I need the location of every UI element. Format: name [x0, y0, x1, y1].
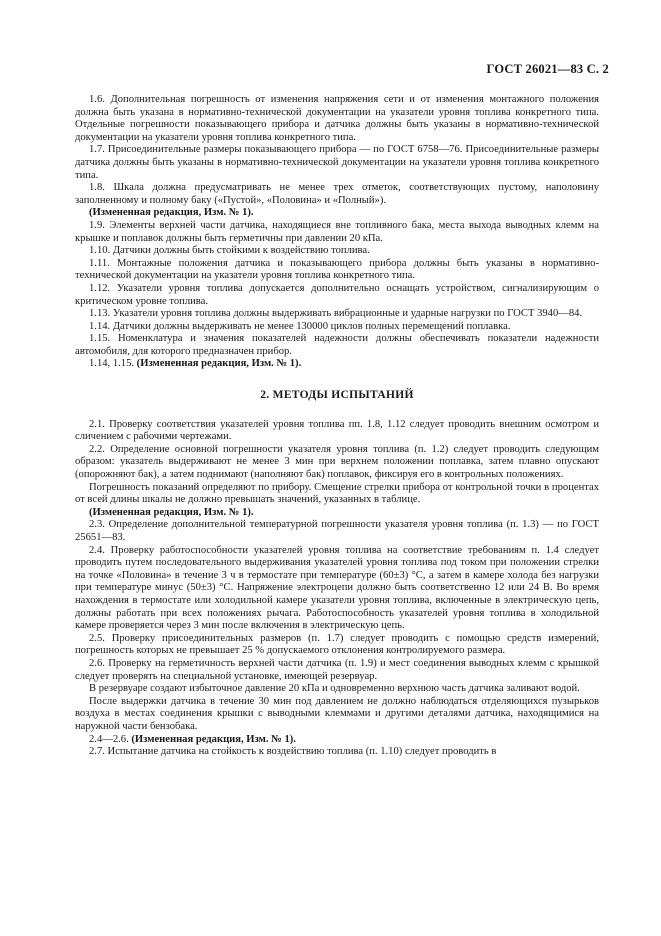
paragraph-text: В резервуаре создают избыточное давление 20 кПа и одновременно верхнюю часть датчика заливают водой. [89, 683, 580, 695]
paragraph [75, 419, 599, 444]
paragraph [75, 207, 599, 220]
paragraph-text: 1.14. Датчики должны выдерживать не менее 130000 циклов полных перемещений поплавка. [89, 320, 511, 332]
paragraph [75, 519, 599, 544]
paragraph [75, 182, 599, 207]
paragraph-text: 1.10. Датчики должны быть стойкими к воздействию топлива. [89, 245, 370, 257]
section-title: 2. МЕТОДЫ ИСПЫТАНИЙ [260, 389, 414, 402]
paragraph-text: После выдержки датчика в течение 30 мин под давлением не должно наблюдаться отделяющихся пузырьков воздуха в местах соединения крышки с выводными клеммами и другими деталями датчика, находящимися на наружной части бензобака. [75, 695, 599, 732]
paragraph [75, 482, 599, 507]
paragraph [75, 245, 599, 258]
paragraph [75, 283, 599, 308]
paragraph [75, 94, 599, 144]
paragraph-text: 2.2. Определение основной погрешности указателя уровня топлива (п. 1.2) следует проводить следующим образом: указатель выдерживают не менее 3 мин при верхнем положении поплавка, затем плавно опускают (опорожняют бак), а затем поднимают (наполняют бак) поплавок, фиксируя его в контрольных положениях. [75, 443, 599, 481]
paragraph [75, 696, 599, 734]
paragraph-text: 1.14, 1.15. [89, 358, 137, 370]
paragraph-text: 1.12. Указатели уровня топлива допускается дополнительно оснащать устройством, сигнализирующим о критическом уровне топлива. [75, 282, 599, 307]
paragraph [75, 734, 599, 747]
section-2-paragraphs [75, 419, 599, 759]
paragraph [75, 746, 599, 759]
amendment-note: (Измененная редакция, Изм. № 1). [89, 207, 254, 219]
paragraph-text: 2.1. Проверку соответствия указателей уровня топлива пп. 1.8, 1.12 следует проводить внешним осмотром и сличением с рабочими чертежами. [75, 418, 599, 443]
paragraph-text: 2.4. Проверку работоспособности указателей уровня топлива на соответствие требованиям п. 1.4 следует проводить путем последовательного выдерживания указателей уровня топлива под током при положении стрелки на точке «Половина» в течение 3 ч в термостате при температуре (60±3) °С, а затем в камере холода без нагрузки при температуре минус (50±3) °С. Напряжение электроцепи должно быть соответственно 12 или 24 В. Во время нахождения в термостате или холодильной камере указатели уровня топлива, включенные в электрическую цепь, должны работать при всех положениях рычага. Работоспособность указателей уровня топлива в холодильной камере проверяется через 3 мин после включения в электрическую цепь. [75, 544, 599, 632]
paragraph-text: 2.4—2.6. [89, 733, 132, 745]
paragraph-text: 1.13. Указатели уровня топлива должны выдерживать вибрационные и ударные нагрузки по ГОСТ 3940—84. [89, 308, 583, 320]
paragraph-text: 2.5. Проверку присоединительных размеров (п. 1.7) следует проводить с помощью средств измерений, погрешность которых не превышает 25 % допускаемого отклонения контролируемого размера. [75, 632, 599, 657]
paragraph [75, 658, 599, 683]
paragraph-text: 2.7. Испытание датчика на стойкость к воздействию топлива (п. 1.10) следует проводить в [89, 746, 497, 758]
paragraph-text: 1.8. Шкала должна предусматривать не менее трех отметок, соответствующих пустому, наполовину заполненному и полному баку («Пустой», «Половина» и «Полный»). [75, 182, 599, 206]
paragraph [75, 633, 599, 658]
paragraph-text: 1.6. Дополнительная погрешность от изменения напряжения сети и от изменения монтажного положения должна быть указана в нормативно-технической документации на указатели уровня топлива конкретного типа. Отдельные погрешности показывающего прибора и датчика должны быть указаны в нормативно-технической документации на указатели уровня топлива конкретного типа. [75, 94, 599, 143]
paragraph [75, 683, 599, 696]
paragraph [75, 444, 599, 482]
paragraph [75, 358, 599, 371]
paragraph-text: 1.11. Монтажные положения датчика и показывающего прибора должны быть указаны в нормативно-технической документации на указатели уровня топлива конкретного типа. [75, 257, 599, 282]
paragraph [75, 333, 599, 358]
paragraph-text: 1.15. Номенклатура и значения показателей надежности должны обеспечивать показатели надежности автомобиля, для которого предназначен прибор. [75, 333, 599, 357]
paragraph [75, 321, 599, 334]
paragraph [75, 258, 599, 283]
paragraph [75, 507, 599, 520]
paragraph [75, 144, 599, 182]
amendment-note: (Измененная редакция, Изм. № 1). [136, 358, 302, 370]
paragraph [75, 220, 599, 245]
paragraph [75, 308, 599, 321]
amendment-note: (Измененная редакция, Изм. № 1). [89, 506, 254, 518]
paragraph-text: Погрешность показаний определяют по прибору. Смещение стрелки прибора от контрольной точки в процентах от всей длины шкалы не должно превышать значений, указанных в таблице. [75, 481, 599, 506]
paragraph [75, 545, 599, 633]
paragraph-text: 1.7. Присоединительные размеры показывающего прибора — по ГОСТ 6758—76. Присоединительные размеры датчика должны быть указаны в нормативно-технической документации на указатели уровня топлива конкретного типа. [75, 144, 599, 181]
document-body [75, 94, 599, 759]
paragraph-text: 2.6. Проверку на герметичность верхней части датчика (п. 1.9) и мест соединения выводных клемм с крышкой следует проверять на специальной установке, имеющей резервуар. [75, 657, 599, 682]
section-1-paragraphs [75, 94, 599, 371]
page-header: ГОСТ 26021—83 С. 2 [486, 62, 609, 76]
paragraph-text: 2.3. Определение дополнительной температурной погрешности указателя уровня топлива (п. 1.3) — по ГОСТ 25651—83. [75, 519, 599, 543]
amendment-note: (Измененная редакция, Изм. № 1). [131, 733, 296, 745]
paragraph-text: 1.9. Элементы верхней части датчика, находящиеся вне топливного бака, места выхода выводных клемм на крышке и поплавок должны быть герметичны при давлении 20 кПа. [75, 219, 599, 244]
